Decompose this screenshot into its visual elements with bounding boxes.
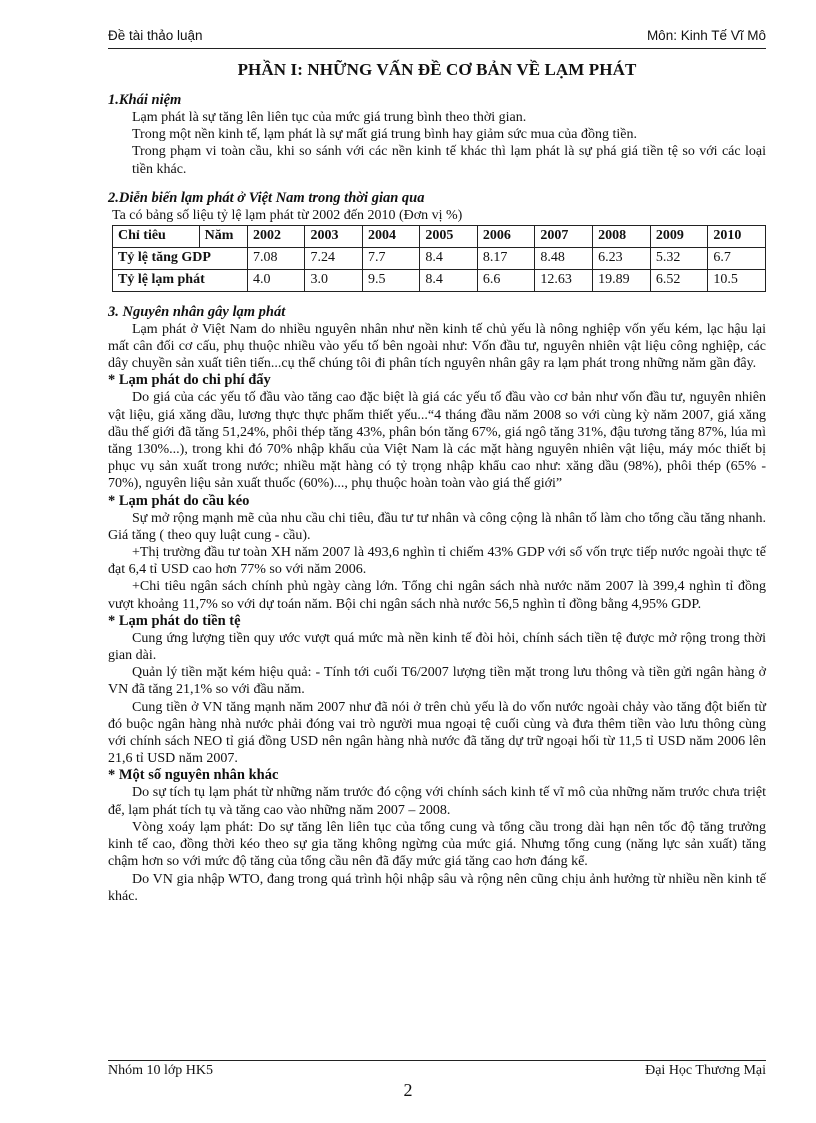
inflation-cell: 10.5 [708,269,766,291]
footer-rule [108,1060,766,1061]
page-content [108,60,766,905]
year-cell: 2007 [535,225,593,247]
year-cell: 2004 [362,225,419,247]
footer-group: Nhóm 10 lớp HK5 [108,1063,214,1078]
year-cell: 2010 [708,225,766,247]
gdp-cell: 5.32 [650,247,707,269]
heading-concept: 1.Khái niệm [108,92,182,108]
other-causes-p2: Vòng xoáy lạm phát: Do sự tăng lên liên tục của tổng cung và tổng cầu trong dài hạn nên tốc độ tăng trưởng kinh tế cao, đồng thời kéo theo sự gia tăng không ngừng của mức giá. Nhưng tổng cung (năng lực sản xuất) tăng chậm hơn so với mức độ tăng của tổng cầu nên đã đẩy mức giá tăng cao hơn đáng kể. [108,819,766,870]
inflation-cell: 6.52 [650,269,707,291]
year-cell: 2009 [650,225,707,247]
gdp-cell: 8.17 [477,247,534,269]
inflation-cell: 4.0 [247,269,304,291]
page-footer [108,1060,766,1078]
heading-cost-push: * Lạm phát do chi phí đẩy [108,372,271,389]
concept-p1: Lạm phát là sự tăng lên liên tục của mức giá trung bình theo thời gian. [132,110,527,125]
gdp-cell: 7.7 [362,247,419,269]
table-header-year: Năm [199,225,247,247]
table-header-indicator: Chỉ tiêu [113,225,200,247]
gdp-cell: 8.48 [535,247,593,269]
section-title: PHẦN I: NHỮNG VẤN ĐỀ CƠ BẢN VỀ LẠM PHÁT [237,60,637,79]
table-caption: Ta có bảng số liệu tỷ lệ lạm phát từ 2002 đến 2010 (Đơn vị %) [112,207,463,223]
heading-development: 2.Diễn biến lạm phát ở Việt Nam trong thời gian qua [108,189,425,206]
demand-pull-p3: +Chi tiêu ngân sách chính phủ ngày càng lớn. Tổng chi ngân sách nhà nước năm 2007 là 399,4 nghìn tỉ đồng vượt khoảng 11,7% so với dự toán năm. Bội chi ngân sách nhà nước 56,5 nghìn tỉ đồng bằng 4,95% GDP. [108,579,766,612]
other-causes-p3: Do VN gia nhập WTO, đang trong quá trình hội nhập sâu và rộng nên cũng chịu ảnh hưởng từ nhiều nền kinh tế khác. [108,871,766,904]
year-cell: 2003 [305,225,362,247]
table-row-inflation [113,269,766,291]
year-cell: 2008 [593,225,651,247]
heading-causes: 3. Nguyên nhân gây lạm phát [108,303,286,320]
monetary-p1: Cung ứng lượng tiền quy ước vượt quá mức mà nền kinh tế đòi hỏi, chính sách tiền tệ được mở rộng trong thời gian dài. [108,630,766,664]
demand-pull-p2: +Thị trường đầu tư toàn XH năm 2007 là 493,6 nghìn tỉ chiếm 43% GDP với số vốn trực tiếp nước ngoài thực tế đạt 6,4 tỉ USD cao hơn 77% so với năm 2006. [108,545,766,578]
concept-p3: Trong phạm vi toàn cầu, khi so sánh với các nền kinh tế khác thì lạm phát là sự phá giá tiền tệ so với các loại tiền khác. [132,144,766,177]
header-topic: Đề tài thảo luận [108,28,203,43]
monetary-p3: Cung tiền ở VN tăng mạnh năm 2007 như đã nói ở trên chủ yếu là do vốn nước ngoài chảy vào tăng đột biến từ đó buộc ngân hàng nhà nước phải đóng vai trò người mua ngoại tệ cuối cùng và đưa thêm tiền vào lưu thông cùng với chính sách NEO tỉ giá đồng USD nên ngân hàng nhà nước đã tăng dự trữ ngoại hối từ 11,5 tỉ USD năm 2006 lên 21,6 tỉ USD năm 2007. [108,699,766,767]
demand-pull-p1: Sự mở rộng mạnh mẽ của nhu cầu chi tiêu, đầu tư tư nhân và công cộng là nhân tố làm cho tổng cầu tăng nhanh. Giá tăng ( theo quy luật cung - cầu). [108,510,766,543]
inflation-cell: 6.6 [477,269,534,291]
inflation-table [112,225,766,292]
inflation-cell: 19.89 [593,269,651,291]
year-cell: 2006 [477,225,534,247]
monetary-p2: Quản lý tiền mặt kém hiệu quả: - Tính tới cuối T6/2007 lượng tiền mặt trong lưu thông và tiền gửi ngân hàng ở VN đã tăng 21,1% so với đầu năm. [108,665,766,698]
gdp-cell: 6.23 [593,247,651,269]
row-label-inflation: Tỷ lệ lạm phát [113,269,248,291]
footer-university: Đại Học Thương Mại [645,1063,766,1078]
gdp-cell: 7.24 [305,247,362,269]
inflation-cell: 9.5 [362,269,419,291]
gdp-cell: 6.7 [708,247,766,269]
page-header [108,28,766,48]
causes-intro: Lạm phát ở Việt Nam do nhiều nguyên nhân như nền kinh tế chủ yếu là nông nghiệp vốn yếu kém, lạc hậu lại mất cân đối cơ cấu, phụ thuộc nhiều vào yếu tố bên ngoài như: Vốn đầu tư, nguyên nhiên vật liệu công nghiệp, các dây chuyền sản xuất tiên tiến...cụ thể chúng tôi đi phân tích nguyên nhân gây ra lạm phát trong những năm gần đây. [108,321,766,372]
inflation-cell: 3.0 [305,269,362,291]
cost-push-p1: Do giá của các yếu tố đầu vào tăng cao đặc biệt là giá các yếu tố đầu vào cơ bản như vốn đầu tư, nguyên nhiên vật liệu, giá xăng dầu, lương thực thực phẩm thiết yếu...“4 tháng đầu năm 2008 so với cùng kỳ năm 2007, giá xăng dầu thế giới đã tăng 51,24%, phôi thép tăng 43%, phân bón tăng 67%, giá ngô tăng 31%, đậu tương tăng 87%, lúa mì tăng 130%...), trong khi đó 70% nhập khẩu của Việt Nam là các mặt hàng nguyên nhiên vật liệu, máy móc thiết bị phục vụ sản xuất trong nước; nhiều mặt hàng có tỷ trọng nhập khẩu cao như: xăng dầu (98%), phôi thép (65% - 70%), nguyên liệu sản xuất thuốc (60%)..., phụ thuộc hoàn toàn vào giá thế giới” [108,390,766,492]
inflation-cell: 12.63 [535,269,593,291]
heading-other-causes: * Một số nguyên nhân khác [108,767,279,784]
heading-demand-pull: * Lạm phát do cầu kéo [108,492,250,509]
gdp-cell: 7.08 [247,247,304,269]
header-subject: Môn: Kinh Tế Vĩ Mô [646,28,766,43]
year-cell: 2005 [420,225,477,247]
gdp-cell: 8.4 [420,247,477,269]
heading-monetary: * Lạm phát do tiền tệ [108,612,241,629]
table-row-gdp [113,247,766,269]
other-causes-p1: Do sự tích tụ lạm phát từ những năm trước đó cộng với chính sách kinh tế vĩ mô của những năm trước chưa triệt để, lạm phát tích tụ và tăng cao vào những năm 2007 – 2008. [108,785,766,818]
concept-p2: Trong một nền kinh tế, lạm phát là sự mất giá trung bình hay giảm sức mua của đồng tiền. [132,127,637,143]
inflation-cell: 8.4 [420,269,477,291]
header-rule [108,48,766,49]
concept-block [108,109,766,178]
page-number: 2 [403,1080,413,1100]
row-label-gdp: Tỷ lệ tăng GDP [113,247,248,269]
table-header-row [113,225,766,247]
year-cell: 2002 [247,225,304,247]
